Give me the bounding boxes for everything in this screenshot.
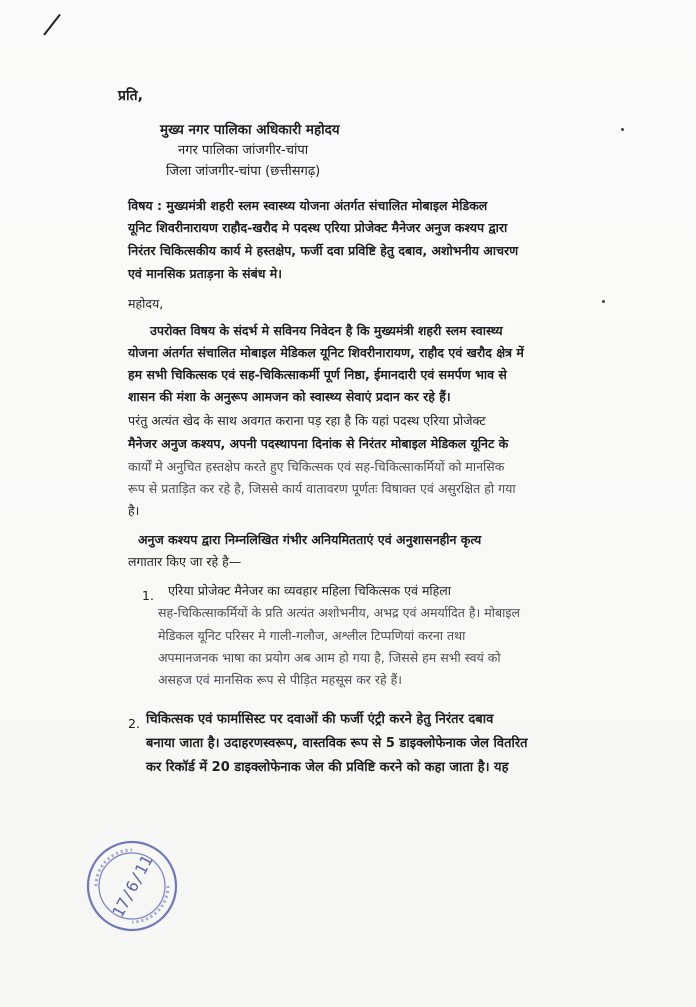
item2-number: 2. [128,716,140,731]
addressee-line-1: मुख्य नगर पालिका अधिकारी महोदय [160,122,340,138]
para1-line-3: हम सभी चिकित्सक एवं सह-चिकित्साकर्मी पूर्ण निष्ठा, ईमानदारी एवं समर्पण भाव से [128,367,507,382]
salutation: प्रति, [118,88,143,104]
para1-line-2: योजना अंतर्गत संचालित मोबाइल मेडिकल यूनिट शिवरीनारायण, राहौद एवं खरौद क्षेत्र में [128,345,524,360]
para2-line-3: कार्यों मे अनुचित हस्तक्षेप करते हुए चिकित्सक एवं सह-चिकित्साकर्मियों को मानसिक [128,459,505,474]
greeting: महोदय, [128,296,164,311]
para2-line-2: मैनेजर अनुज कश्यप, अपनी पदस्थापना दिनांक से निरंतर मोबाइल मेडिकल यूनिट के [128,436,509,451]
para3-line-2: लगातार किए जा रहे है— [128,554,242,569]
addressee-line-3: जिला जांजगीर-चांपा (छत्तीसगढ़) [166,164,321,179]
subject-line-3: निरंतर चिकित्सकीय कार्य मे हस्तक्षेप, फर्जी दवा प्रविष्टि हेतु दबाव, अशोभनीय आचरण [128,243,519,258]
item2-line-1: चिकित्सक एवं फार्मासिस्ट पर दवाओं की फर्जी एंट्री करने हेतु निरंतर दबाव [146,712,494,727]
para2-line-4: रूप से प्रताड़ित कर रहे है, जिससे कार्य वातावरण पूर्णतः विषाक्त एवं असुरक्षित हो गया [128,481,516,496]
margin-mark [602,300,605,303]
subject-line-2: यूनिट शिवरीनारायण राहौद-खरौद मे पदस्थ एरिया प्रोजेक्ट मैनेजर अनुज कश्यप द्वारा [128,220,508,235]
subject-line-4: एवं मानसिक प्रताड़ना के संबंध मे। [128,266,282,281]
item1-line-3: मेडिकल यूनिट परिसर मे गाली-गलौज, अश्लील टिप्पणियां करना तथा [158,628,466,643]
stamp-date: 17/6/11 [108,852,157,921]
para1-line-1: उपरोक्त विषय के संदर्भ मे सविनय निवेदन है कि मुख्यमंत्री शहरी स्लम स्वास्थ्य [150,323,503,338]
item1-line-4: अपमानजनक भाषा का प्रयोग अब आम हो गया है, जिससे हम सभी स्वयं को [158,650,501,665]
item2-line-3: कर रिकॉर्ड में 20 डाइक्लोफेनाक जेल की प्रविष्टि करने को कहा जाता है। यह [146,760,509,775]
margin-mark [621,128,624,131]
subject-line-1: विषय : मुख्यमंत्री शहरी स्लम स्वास्थ्य योजना अंतर्गत संचालित मोबाइल मेडिकल [128,198,488,213]
item1-line-2: सह-चिकित्साकर्मियों के प्रति अत्यंत अशोभनीय, अभद्र एवं अमर्यादित है। मोबाइल [158,605,520,620]
para2-line-5: है। [128,503,140,518]
para1-line-4: शासन की मंशा के अनुरूप आमजन को स्वास्थ्य सेवाएं प्रदान कर रहे हैं। [128,389,451,404]
para3-line-1: अनुज कश्यप द्वारा निम्नलिखित गंभीर अनियमितताएं एवं अनुशासनहीन कृत्य [138,532,482,547]
pen-mark [43,14,61,36]
item2-line-2: बनाया जाता है। उदाहरणस्वरूप, वास्तविक रूप से 5 डाइक्लोफेनाक जेल वितरित [146,736,528,751]
para2-line-1: परंतु अत्यंत खेद के साथ अवगत कराना पड़ रहा है कि यहां पदस्थ एरिया प्रोजेक्ट [128,413,486,428]
item1-line-1: एरिया प्रोजेक्ट मैनेजर का व्यवहार महिला चिकित्सक एवं महिला [168,583,452,598]
item1-number: 1. [142,588,154,603]
item1-line-5: असहज एवं मानसिक रूप से पीड़ित महसूस कर रहे हैं। [158,672,402,687]
office-stamp [84,838,180,934]
addressee-line-2: नगर पालिका जांजगीर-चांपा [178,143,309,158]
